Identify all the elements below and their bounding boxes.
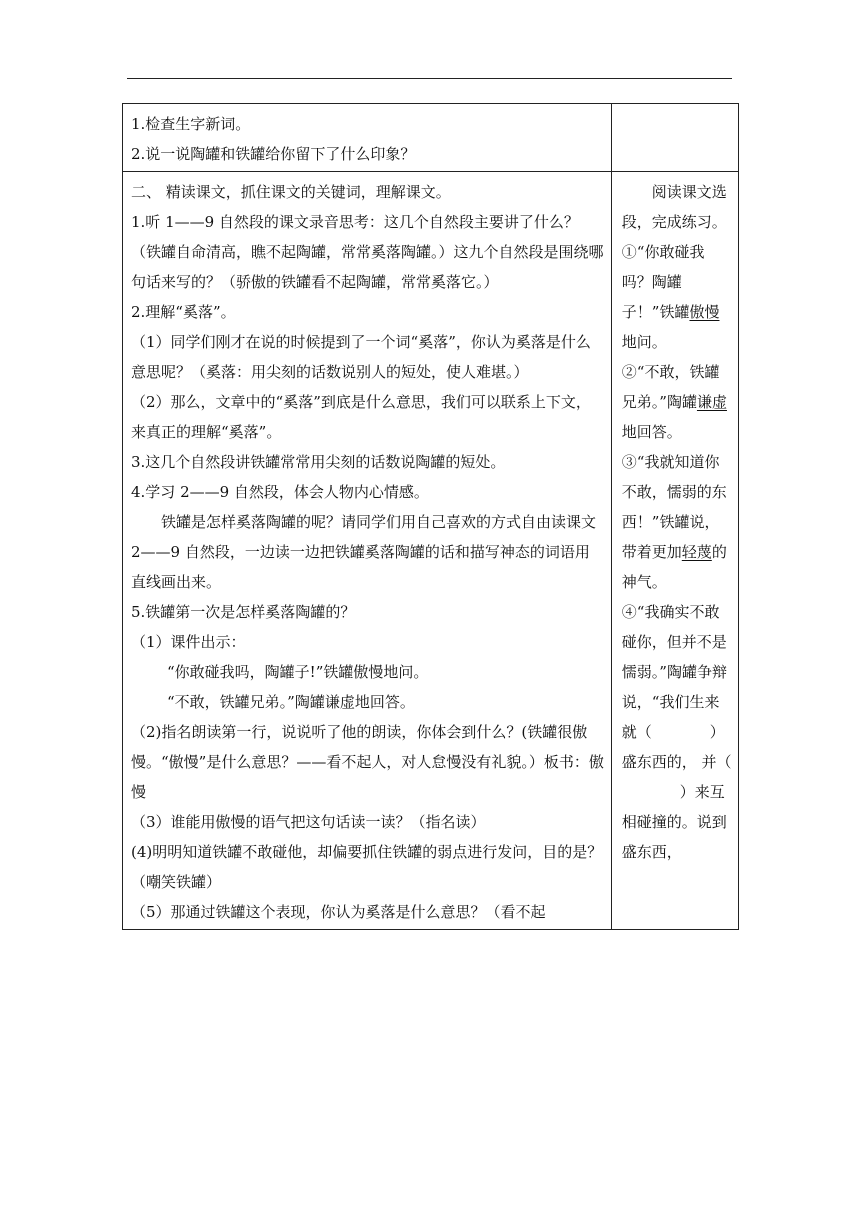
paragraph: （1）同学们刚才在说的时候提到了一个词“奚落”，你认为奚落是什么意思呢？（奚落：用尖刻的话数说别人的短处，使人难堪。） [131, 333, 591, 381]
paragraph: （5）那通过铁罐这个表现，你认为奚落是什么意思？（看不起 [131, 903, 546, 921]
main-paragraphs [123, 172, 611, 929]
paragraph: （2)指名朗读第一行，说说听了他的朗读，你体会到什么？(铁罐很傲慢。“傲慢”是什么意思？——看不起人，对人怠慢没有礼貌。）板书：傲慢 [131, 723, 604, 801]
table-row [123, 104, 739, 172]
review-side-cell [611, 104, 738, 172]
paragraph: 4.学习 2——9 自然段，体会人物内心情感。 [131, 483, 429, 501]
underlined-word: 轻蔑 [681, 543, 712, 561]
paragraph: 二、 精读课文，抓住课文的关键词，理解课文。 [131, 183, 451, 201]
paragraph: （1）课件出示： [131, 633, 246, 651]
table-row [123, 172, 739, 930]
header-rule [127, 78, 732, 79]
lesson-plan-table [122, 103, 739, 930]
paragraph: “不敢，铁罐兄弟。”陶罐谦虚地回答。 [167, 693, 415, 711]
exercise-q1: ①“你敢碰我吗？陶罐子！”铁罐傲慢地问。 [621, 243, 720, 351]
main-content-cell [123, 172, 612, 930]
paragraph: （2）那么，文章中的“奚落”到底是什么意思，我们可以联系上下文，来真正的理解“奚落”。 [131, 393, 591, 441]
exercise-q2: ②“不敢，铁罐兄弟。”陶罐谦虚地回答。 [621, 363, 727, 441]
review-item-2: 2.说一说陶罐和铁罐给你留下了什么印象？ [131, 145, 416, 163]
review-item-1: 1.检查生字新词。 [131, 115, 251, 133]
exercise-intro: 阅读课文选段，完成练习。 [621, 183, 727, 231]
paragraph: (4)明明知道铁罐不敢碰他，却偏要抓住铁罐的弱点进行发问，目的是？（嘲笑铁罐） [131, 843, 603, 891]
paragraph: 5.铁罐第一次是怎样奚落陶罐的？ [131, 603, 356, 621]
paragraph: 1.听 1——9 自然段的课文录音思考：这几个自然段主要讲了什么？（铁罐自命清高，瞧不起陶罐，常常奚落陶罐。）这九个自然段是围绕哪句话来写的？（骄傲的铁罐看不起陶罐，常常奚落它。） [131, 213, 604, 291]
exercise-q3: ③“我就知道你不敢，懦弱的东西！”铁罐说，带着更加轻蔑的神气。 [621, 453, 727, 591]
review-cell [123, 104, 612, 172]
paragraph: 2.理解“奚落”。 [131, 303, 236, 321]
paragraph: “你敢碰我吗，陶罐子!”铁罐傲慢地问。 [167, 663, 429, 681]
paragraph: （3）谁能用傲慢的语气把这句话读一读？（指名读） [131, 813, 486, 831]
exercise-q4: ④“我确实不敢碰你，但并不是懦弱。”陶罐争辩说，“我们生来就（ ）盛东西的， 并（）来互相碰撞的。说到盛东西， [621, 603, 732, 861]
underlined-word: 傲慢 [689, 303, 720, 321]
exercise-cell [611, 172, 738, 930]
underlined-word: 谦虚 [696, 393, 727, 411]
paragraph: 3.这几个自然段讲铁罐常常用尖刻的话数说陶罐的短处。 [131, 453, 506, 471]
paragraph: 铁罐是怎样奚落陶罐的呢？请同学们用自己喜欢的方式自由读课文 2——9 自然段，一边读一边把铁罐奚落陶罐的话和描写神态的词语用直线画出来。 [131, 513, 597, 591]
